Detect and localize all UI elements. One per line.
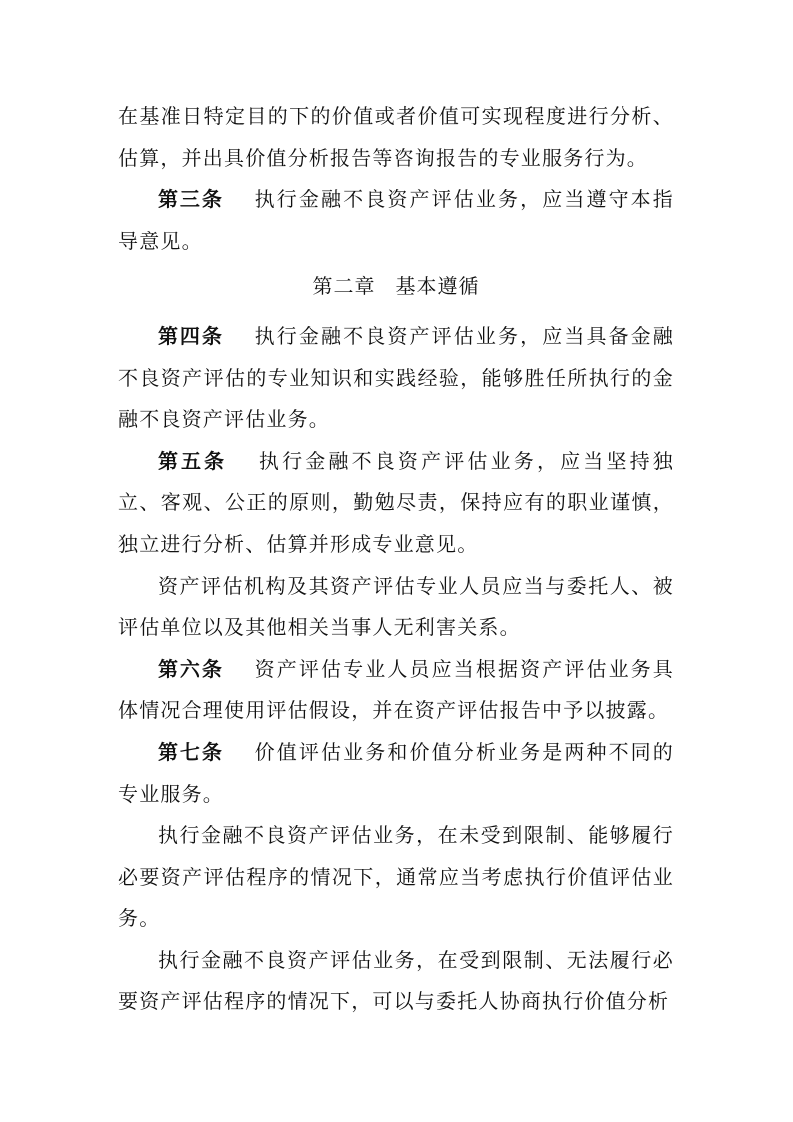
paragraph-text: 资产评估专业人员应当根据资产评估业务具体情况合理使用评估假设，并在资产评估报告中予以披露。 — [118, 656, 674, 723]
paragraph-text: 执行金融不良资产评估业务，应当具备金融不良资产评估的专业知识和实践经验，能够胜任所执行的金融不良资产评估业务。 — [118, 323, 674, 432]
chapter-heading — [118, 266, 674, 308]
paragraph-text: 资产评估机构及其资产评估专业人员应当与委托人、被评估单位以及其他相关当事人无利害关系。 — [118, 573, 674, 640]
paragraph-text: 执行金融不良资产评估业务，在未受到限制、能够履行必要资产评估程序的情况下，通常应当考虑执行价值评估业务。 — [118, 823, 674, 931]
article-number: 第四条 — [158, 323, 224, 348]
article-5-clause-2 — [118, 566, 674, 649]
paragraph-continued — [118, 96, 674, 179]
article-number: 第七条 — [158, 739, 224, 764]
paragraph-text: 执行金融不良资产评估业务，应当遵守本指导意见。 — [118, 187, 674, 253]
article-6 — [118, 649, 674, 732]
chapter-title: 基本遵循 — [395, 274, 480, 299]
paragraph-text: 在基准日特定目的下的价值或者价值可实现程度进行分析、估算，并出具价值分析报告等咨询报告的专业服务行为。 — [118, 104, 674, 170]
article-7-clause-2 — [118, 815, 674, 940]
paragraph-text: 执行金融不良资产评估业务，在受到限制、无法履行必要资产评估程序的情况下，可以与委托人协商执行价值分析 — [118, 947, 674, 1014]
paragraph-text: 执行金融不良资产评估业务，应当坚持独立、客观、公正的原则，勤勉尽责，保持应有的职业谨慎，独立进行分析、估算并形成专业意见。 — [118, 448, 674, 556]
document-body — [118, 96, 674, 1023]
article-5 — [118, 441, 674, 566]
article-3 — [118, 179, 674, 262]
article-number: 第六条 — [158, 656, 224, 681]
article-7 — [118, 732, 674, 815]
article-number: 第三条 — [158, 187, 224, 212]
article-number: 第五条 — [158, 448, 227, 473]
paragraph-text: 价值评估业务和价值分析业务是两种不同的专业服务。 — [118, 739, 674, 806]
article-7-clause-3 — [118, 940, 674, 1023]
article-4 — [118, 316, 674, 441]
chapter-number: 第二章 — [312, 274, 376, 299]
